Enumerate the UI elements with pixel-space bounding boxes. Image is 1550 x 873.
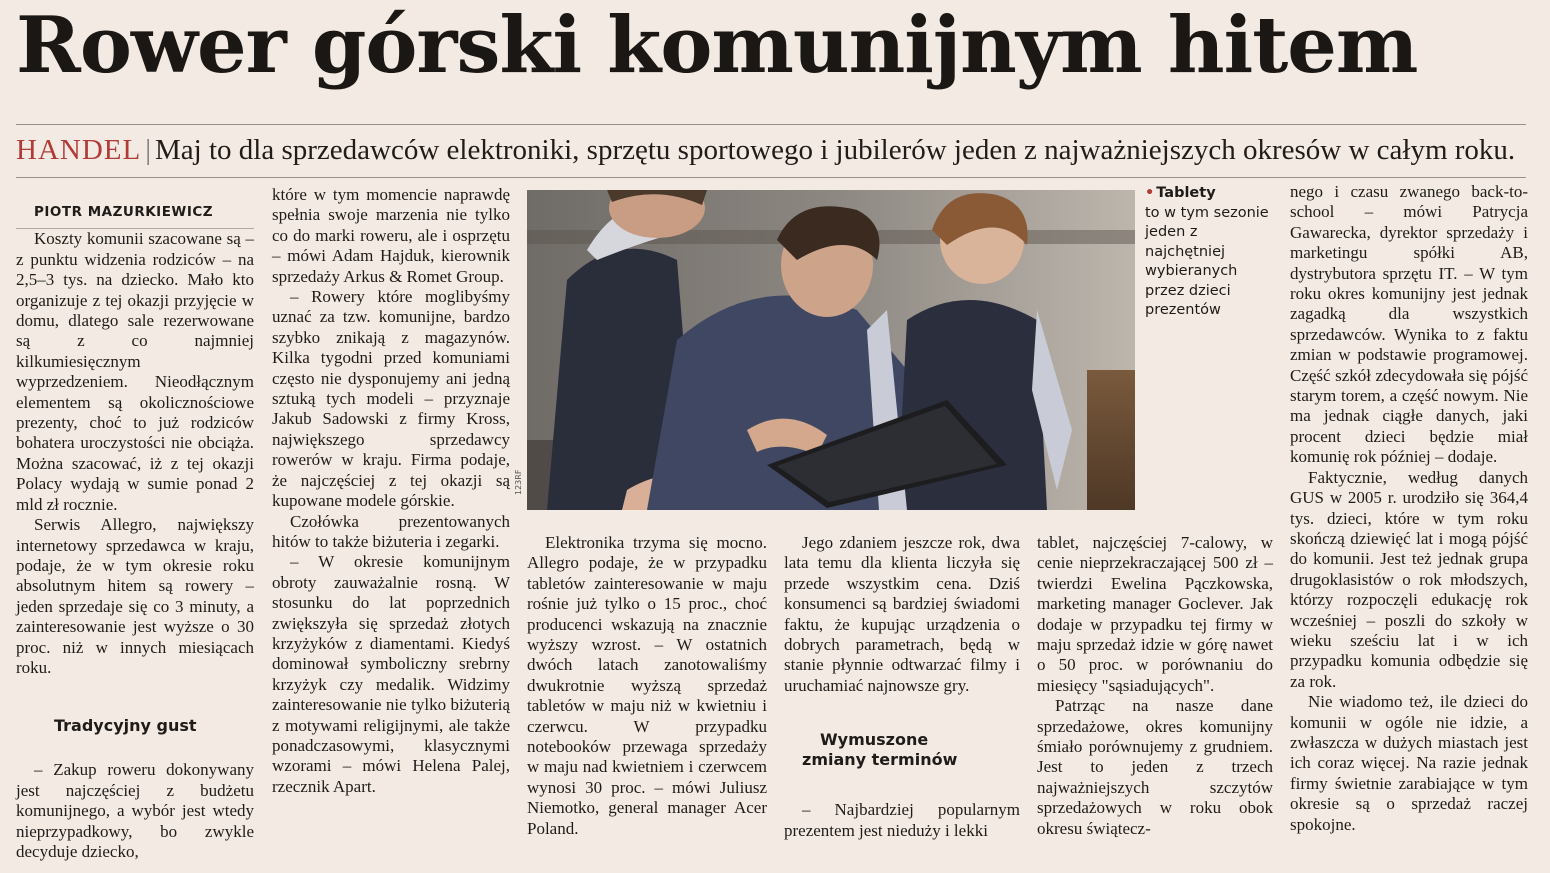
- col1-paragraph-3: – Zakup roweru dokonywany jest najczęściej z budżetu komunijnego, a wybór jest wtedy nieprzypadkowy, bo zwykle decyduje dziecko,: [16, 760, 254, 861]
- col6-paragraph-1: nego i czasu zwanego back-to-school – mówi Patrycja Gawarecka, dyrektor sprzedaży i marketingu spółki AB, dystrybutora sprzętu IT. – W tym roku okres komunijny jest jednak zagadką dla wszystkich sprzedawców. Wynika to z faktu zmian w podstawie programowej. Część szkół zdecydowała się pójść starym torem, a część nowym. Nie ma jednak ciągłe danych, jaki procent dzieci będzie miał komunię rok później – dodaje.: [1290, 182, 1528, 467]
- col2-paragraph-3: Czołówka prezentowanych hitów to także biżuteria i zegarki.: [272, 511, 510, 551]
- headline-rule: [16, 124, 1526, 125]
- caption-lead: • Tablety: [1145, 185, 1216, 201]
- column-2: [272, 185, 510, 797]
- col1-paragraph-1: Koszty komunii szacowane są – z punktu widzenia rodziców – na 2,5–3 tys. na dziecko. Mało kto organizuje z tej okazji przyjęcie w domu, dlatego sale rezerwowane są z co najmniej kilkumiesięcznym wyprzedzeniem. Nieodłącznym elementem są okolicznościowe prezenty, choć to już rodziców bohatera uroczystości nie obciąża. Można szacować, iż z tej okazji Polacy wydają w sumie ponad 2 mld zł rocznie.: [16, 229, 254, 514]
- col1-paragraph-2: Serwis Allegro, największy internetowy sprzedawca w kraju, podaje, że w tym okresie roku absolutnym hitem są rowery – jeden sprzedaje się co 3 minuty, a zainteresowanie jest wyższe o 30 proc. niż w innych miesiącach roku.: [16, 515, 254, 677]
- col2-paragraph-2: – Rowery które moglibyśmy uznać za tzw. komunijne, bardzo szybko znikają z magazynów. Kilka tygodni przed komuniami często nie dysponujemy ani jedną sztuką tych modeli – przyznaje Jakub Sadowski z firmy Kross, największego sprzedawcy rowerów w kraju. Firma podaje, że najczęściej z tej okazji są kupowane modele górskie.: [272, 287, 510, 511]
- column-1: [16, 202, 254, 862]
- section-divider: |: [145, 134, 152, 166]
- deck-text: Maj to dla sprzedawców elektroniki, sprzętu sportowego i jubilerów jeden z najważniejszych okresów w całym roku.: [155, 134, 1516, 166]
- col5-paragraph-1: tablet, najczęściej 7-calowy, w cenie nieprzekraczającej 500 zł – twierdzi Ewelina Pączkowska, marketing manager Goclever. Jak dodaje w przypadku tej firmy w maju sprzedaż idzie w górę nawet o 50 proc. w porównaniu do miesięcy "sąsiadujących".: [1037, 533, 1273, 695]
- photo-credit: 123RF: [514, 469, 523, 495]
- column-4: [784, 533, 1020, 841]
- col4-paragraph-2: – Najbardziej popularnym prezentem jest nieduży i lekki: [784, 800, 1020, 840]
- byline: PIOTR MAZURKIEWICZ: [16, 202, 254, 229]
- col5-paragraph-2: Patrząc na nasze dane sprzedażowe, okres komunijny śmiało porównujemy z grudniem. Jest to jeden z trzech najważniejszych szczytów sprzedażowych w roku obok okresu świątecz-: [1037, 696, 1273, 838]
- column-5: [1037, 533, 1273, 839]
- subhead-wymuszone-zmiany: Wymuszone zmiany terminów: [802, 730, 958, 770]
- col6-paragraph-3: Nie wiadomo też, ile dzieci do komunii w ogóle nie idzie, a zwłaszcza w dużych miastach jest ich coraz więcej. Na razie jednak firmy świetnie zarabiające w tym okresie są o sprzedaż raczej spokojne.: [1290, 692, 1528, 834]
- photo-caption: [1145, 184, 1271, 321]
- col2-paragraph-4: – W okresie komunijnym obroty zauważalnie rosną. W stosunku do lat poprzednich zwiększyła się sprzedaż złotych krzyżyków z diamentami. Kiedyś dominował symboliczny srebrny krzyżyk czy medalik. Widzimy zainteresowanie nie tylko biżuterią z motywami religijnymi, ale także ponadczasowymi, klasycznymi wzorami – mówi Helena Palej, rzecznik Apart.: [272, 552, 510, 796]
- subhead-tradycyjny-gust: Tradycyjny gust: [54, 716, 197, 736]
- caption-text: to w tym sezonie jeden z najchętniej wybieranych przez dzieci prezentów: [1145, 204, 1269, 318]
- col3-paragraph-1: Elektronika trzyma się mocno. Allegro podaje, że w przypadku tabletów zainteresowanie w maju rośnie już tylko o 15 proc., choć producenci wskazują na znacznie wyższy wzrost. – W ostatnich dwóch latach zanotowaliśmy dwukrotnie wyższą sprzedaż tabletów w maju niż w kwietniu i czerwcu. W przypadku notebooków przewaga sprzedaży w maju nad kwietniem i czerwcem wynosi 30 proc. – mówi Juliusz Niemotko, general manager Acer Poland.: [527, 533, 767, 838]
- article-photo: [527, 190, 1135, 510]
- section-label: HANDEL: [16, 134, 142, 166]
- deck-rule: [16, 177, 1526, 178]
- column-6: [1290, 182, 1528, 835]
- deck: [16, 130, 1536, 170]
- col2-paragraph-1: które w tym momencie naprawdę spełnia swoje marzenia nie tylko co do marki roweru, ale i osprzętu – mówi Adam Hajduk, kierownik sprzedaży Arkus & Romet Group.: [272, 185, 510, 286]
- col4-paragraph-1: Jego zdaniem jeszcze rok, dwa lata temu dla klienta liczyła się przede wszystkim cena. Dziś konsumenci są bardziej świadomi faktu, że kupując urządzenia o dobrych parametrach, będą w stanie płynnie odtwarzać filmy i uruchamiać najnowsze gry.: [784, 533, 1020, 695]
- col6-paragraph-2: Faktycznie, według danych GUS w 2005 r. urodziło się 364,4 tys. dzieci, które w tym roku skończą dziewięć lat i mogą pójść do komunii. Jest też jednak grupa drugoklasistów o rok młodszych, którzy rozpoczęli edukację rok wcześniej – poszli do szkoły w wieku sześciu lat i w ich przypadku komunia odbędzie się za rok.: [1290, 467, 1528, 691]
- column-3: [527, 533, 767, 839]
- photo-children-with-tablet: [527, 190, 1135, 510]
- headline: Rower górski komunijnym hitem: [16, 0, 1418, 91]
